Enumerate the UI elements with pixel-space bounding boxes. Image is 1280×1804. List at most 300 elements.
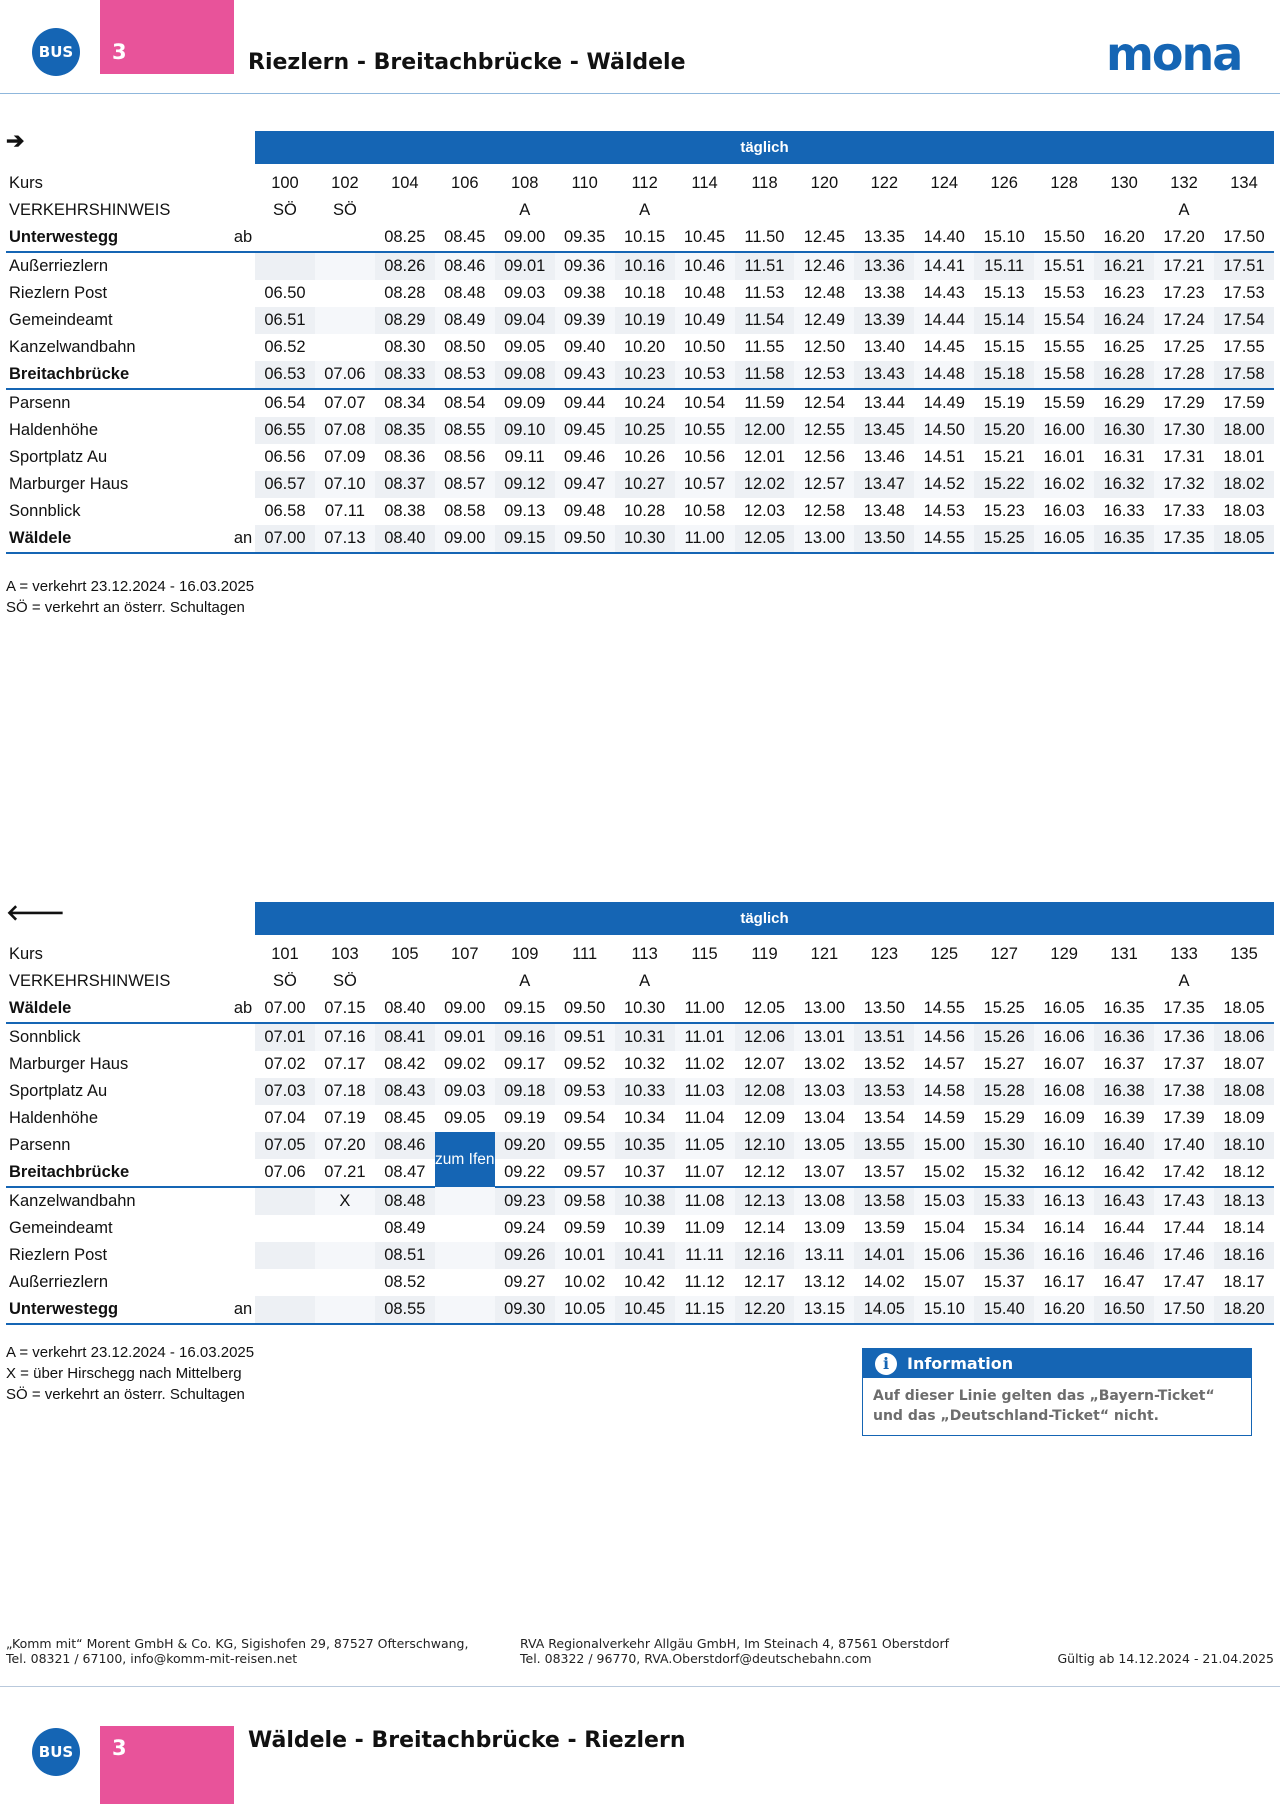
time-cell (435, 1215, 495, 1242)
time-cell: 16.09 (1043, 1109, 1085, 1127)
time-cell: 12.05 (735, 525, 795, 553)
time-cell: 13.43 (854, 361, 914, 389)
time-cell: 08.26 (375, 252, 435, 280)
time-cell: 06.53 (255, 361, 315, 389)
time-cell: 12.46 (794, 252, 854, 280)
stop-suffix (231, 1242, 255, 1269)
time-cell: 08.48 (444, 284, 486, 302)
time-cell: 15.21 (983, 448, 1025, 466)
time-cell (315, 252, 375, 280)
hinweis-cell (1094, 968, 1154, 995)
time-cell: 10.34 (623, 1109, 666, 1127)
kurs-number: 126 (990, 174, 1018, 192)
line-number-box-next: 3 (100, 1726, 234, 1804)
time-cell: 09.40 (564, 338, 606, 356)
time-cell: 15.33 (974, 1187, 1034, 1215)
hinweis-cell (974, 968, 1034, 995)
time-cell: 18.07 (1223, 1055, 1265, 1073)
time-cell: 17.36 (1154, 1023, 1214, 1051)
time-cell: 16.05 (1034, 525, 1094, 553)
time-cell: 09.45 (555, 417, 615, 444)
time-cell (255, 1215, 315, 1242)
time-cell: 10.49 (675, 307, 735, 334)
stop-name: Sportplatz Au (9, 1082, 108, 1100)
time-cell: 15.18 (974, 361, 1034, 389)
time-cell: 13.57 (854, 1159, 914, 1187)
kurs-number: 103 (331, 945, 359, 963)
time-cell: 07.18 (315, 1078, 375, 1105)
time-cell: 14.49 (923, 394, 965, 412)
info-title: Information (907, 1354, 1014, 1373)
line-number-box: 3 (100, 0, 234, 74)
time-cell: 17.29 (1163, 394, 1205, 412)
kurs-number: 106 (451, 174, 479, 192)
time-cell: 11.59 (744, 394, 785, 412)
stop-suffix (231, 1051, 255, 1078)
stop-suffix (231, 1078, 255, 1105)
stop-name: Parsenn (9, 394, 71, 412)
time-cell: 11.00 (675, 995, 735, 1023)
time-cell: 13.39 (854, 307, 914, 334)
time-cell: 10.23 (615, 361, 675, 389)
time-cell: 13.50 (854, 995, 914, 1023)
table-row (6, 280, 1274, 307)
time-cell: 15.19 (983, 394, 1025, 412)
kurs-number: 129 (1050, 945, 1078, 963)
time-cell: 17.23 (1163, 284, 1205, 302)
time-cell: 13.02 (803, 1055, 846, 1073)
time-cell: 13.08 (794, 1187, 854, 1215)
footnote: SÖ = verkehrt an österr. Schultagen (6, 599, 245, 616)
time-cell: 16.00 (1034, 417, 1094, 444)
time-cell: 09.58 (555, 1187, 615, 1215)
time-cell: 09.00 (495, 224, 555, 252)
table-row (6, 1269, 1274, 1296)
time-cell: 15.07 (923, 1273, 965, 1291)
hinweis-cell (1034, 197, 1094, 224)
hinweis-cell (675, 968, 735, 995)
time-cell: 18.12 (1214, 1159, 1274, 1187)
table-row (6, 471, 1274, 498)
time-cell: 18.20 (1214, 1296, 1274, 1324)
stop-suffix (231, 280, 255, 307)
time-cell: 10.18 (623, 284, 666, 302)
time-cell: 15.10 (974, 224, 1034, 252)
time-cell: 09.00 (435, 525, 495, 553)
time-cell: 16.50 (1094, 1296, 1154, 1324)
time-cell: 15.06 (914, 1242, 974, 1269)
hinweis-cell (914, 968, 974, 995)
kurs-number: 114 (691, 174, 718, 192)
route-title-next: Wäldele - Breitachbrücke - Riezlern (248, 1728, 686, 1753)
time-cell: 18.05 (1214, 525, 1274, 553)
time-cell: 13.51 (854, 1023, 914, 1051)
footer-company-1-contact: Tel. 08321 / 67100, info@komm-mit-reisen.net (6, 1651, 298, 1666)
zum-ifen-note: zum Ifen (435, 1132, 495, 1187)
time-cell: 15.59 (1043, 394, 1085, 412)
time-cell: 15.25 (974, 525, 1034, 553)
time-cell: 07.06 (315, 361, 375, 389)
hinweis-cell: A (1178, 201, 1190, 219)
time-cell: 09.38 (564, 284, 606, 302)
time-cell: 11.07 (675, 1159, 735, 1187)
time-cell: 09.51 (555, 1023, 615, 1051)
time-cell: 13.54 (863, 1109, 905, 1127)
time-cell: 14.53 (923, 502, 965, 520)
time-cell: 10.15 (615, 224, 675, 252)
time-cell: 12.13 (735, 1187, 795, 1215)
time-cell: 06.51 (255, 307, 315, 334)
stop-name: Außerriezlern (9, 1273, 109, 1291)
time-cell: 12.58 (803, 502, 846, 520)
hinweis-cell (974, 197, 1034, 224)
time-cell: 10.48 (683, 284, 726, 302)
time-cell: 16.39 (1103, 1109, 1145, 1127)
stop-suffix (231, 1187, 255, 1215)
time-cell (315, 334, 375, 361)
time-cell: 10.20 (623, 338, 666, 356)
time-cell: 10.45 (675, 224, 735, 252)
kurs-number: 131 (1110, 945, 1138, 963)
hinweis-cell: SÖ (332, 972, 357, 990)
time-cell: 12.07 (743, 1055, 786, 1073)
time-cell: 08.42 (384, 1055, 426, 1073)
kurs-number: 108 (510, 174, 539, 192)
stop-suffix (231, 361, 255, 389)
time-cell: 13.03 (794, 1078, 854, 1105)
time-cell: 12.56 (803, 448, 846, 466)
hinweis-cell: SÖ (273, 201, 297, 219)
time-cell: 09.15 (495, 525, 555, 553)
time-cell: 09.20 (495, 1132, 555, 1159)
table-row (6, 1051, 1274, 1078)
stop-suffix (231, 1215, 255, 1242)
stop-suffix (231, 1159, 255, 1187)
time-cell: 08.47 (375, 1159, 435, 1187)
kurs-number: 135 (1230, 945, 1258, 963)
time-cell: 07.01 (255, 1023, 315, 1051)
time-cell: 13.50 (854, 525, 914, 553)
time-cell: 16.42 (1094, 1159, 1154, 1187)
kurs-number: 132 (1170, 174, 1198, 192)
notes-return (6, 1342, 254, 1405)
footer-validity: Gültig ab 14.12.2024 - 21.04.2025 (1057, 1651, 1274, 1666)
time-cell: 10.57 (675, 471, 735, 498)
stop-name: Sonnblick (9, 1028, 81, 1046)
stop-suffix (231, 471, 255, 498)
time-cell: 14.55 (914, 995, 974, 1023)
time-cell: 11.55 (744, 338, 785, 356)
time-cell: 13.58 (854, 1187, 914, 1215)
time-cell: 09.17 (504, 1055, 546, 1073)
stop-suffix (231, 334, 255, 361)
time-cell: 08.58 (444, 502, 486, 520)
time-cell: 13.46 (863, 448, 905, 466)
mona-logo (1106, 34, 1251, 78)
kurs-number: 120 (810, 174, 839, 192)
time-cell: 09.47 (555, 471, 615, 498)
time-cell: 15.58 (1034, 361, 1094, 389)
time-cell: 10.46 (675, 252, 735, 280)
time-cell: 15.28 (974, 1078, 1034, 1105)
time-cell: 10.30 (615, 995, 675, 1023)
hinweis-cell: SÖ (273, 972, 297, 990)
time-cell (315, 1269, 375, 1296)
time-cell: 09.15 (495, 995, 555, 1023)
kurs-number: 107 (451, 945, 479, 963)
bus-badge: BUS (32, 28, 80, 76)
kurs-number: 115 (691, 945, 718, 963)
hinweis-cell (854, 197, 914, 224)
hinweis-label: VERKEHRSHINWEIS (9, 201, 171, 219)
kurs-number: 127 (990, 945, 1018, 963)
route-title: Riezlern - Breitachbrücke - Wäldele (248, 50, 686, 75)
time-cell: 09.59 (564, 1219, 606, 1237)
time-cell: 15.03 (914, 1187, 974, 1215)
table-row (6, 417, 1274, 444)
hinweis-cell: A (519, 201, 531, 219)
time-cell: 18.03 (1223, 502, 1265, 520)
kurs-number: 101 (271, 945, 299, 963)
time-cell: 08.55 (435, 417, 495, 444)
time-cell: 09.54 (564, 1109, 606, 1127)
time-cell: 10.24 (623, 394, 666, 412)
time-cell: 10.35 (615, 1132, 675, 1159)
footer-company-2 (520, 1636, 949, 1666)
time-cell: 10.19 (615, 307, 675, 334)
time-cell: 14.02 (863, 1273, 905, 1291)
hinweis-cell: A (639, 201, 651, 219)
time-cell: 12.00 (735, 417, 795, 444)
kurs-number: 121 (810, 945, 839, 963)
time-cell: 07.02 (264, 1055, 306, 1073)
stop-name: Wäldele (6, 525, 231, 553)
time-cell: 12.48 (803, 284, 846, 302)
time-cell: 10.56 (683, 448, 726, 466)
time-cell: 10.01 (555, 1242, 615, 1269)
time-cell: 17.39 (1163, 1109, 1205, 1127)
time-cell: 06.56 (264, 448, 306, 466)
footer-company-1-address: „Komm mit“ Morent GmbH & Co. KG, Sigishofen 29, 87527 Ofterschwang, (6, 1636, 469, 1651)
time-cell: 13.47 (854, 471, 914, 498)
table-row (6, 361, 1274, 389)
time-cell: 12.08 (735, 1078, 795, 1105)
stop-suffix (231, 498, 255, 525)
table-row (6, 224, 1274, 252)
time-cell: 16.35 (1094, 525, 1154, 553)
time-cell: 15.37 (983, 1273, 1025, 1291)
time-cell: 18.09 (1223, 1109, 1265, 1127)
time-cell: 14.59 (923, 1109, 965, 1127)
time-cell: 13.04 (803, 1109, 846, 1127)
hinweis-cell (735, 197, 795, 224)
time-cell: 17.28 (1154, 361, 1214, 389)
hinweis-cell (435, 197, 495, 224)
time-cell: 17.38 (1154, 1078, 1214, 1105)
time-cell: 08.43 (375, 1078, 435, 1105)
stop-name: Riezlern Post (9, 1246, 108, 1264)
hinweis-cell (375, 197, 435, 224)
table-row (6, 1132, 1274, 1159)
time-cell: 17.47 (1163, 1273, 1205, 1291)
time-cell: 13.48 (863, 502, 905, 520)
time-cell: 08.40 (375, 995, 435, 1023)
table-row (6, 1078, 1274, 1105)
time-cell: 16.33 (1103, 502, 1145, 520)
hinweis-cell (1214, 968, 1274, 995)
time-cell: 06.55 (255, 417, 315, 444)
time-cell: 14.01 (854, 1242, 914, 1269)
footnote: SÖ = verkehrt an österr. Schultagen (6, 1386, 245, 1403)
stop-name: Gemeindeamt (9, 1219, 113, 1237)
time-cell: 08.57 (435, 471, 495, 498)
time-cell: 10.25 (615, 417, 675, 444)
time-cell: 15.14 (974, 307, 1034, 334)
time-cell: 10.41 (615, 1242, 675, 1269)
time-cell: 17.46 (1154, 1242, 1214, 1269)
kurs-number: 104 (391, 174, 419, 192)
time-cell: 16.47 (1103, 1273, 1145, 1291)
stop-name: Unterwestegg (6, 1296, 231, 1324)
stop-name: Kanzelwandbahn (9, 1192, 136, 1210)
footnote: A = verkehrt 23.12.2024 - 16.03.2025 (6, 578, 255, 595)
kurs-number: 133 (1170, 945, 1198, 963)
time-cell: 07.10 (315, 471, 375, 498)
hinweis-cell (555, 197, 615, 224)
stop-name: Sonnblick (9, 502, 81, 520)
time-cell: 09.46 (564, 448, 606, 466)
table-row (6, 1242, 1274, 1269)
time-cell: 11.15 (675, 1296, 735, 1324)
kurs-number: 113 (631, 945, 658, 963)
time-cell: 12.17 (743, 1273, 786, 1291)
time-cell: 11.09 (684, 1219, 725, 1237)
time-cell: 14.52 (914, 471, 974, 498)
time-cell: 12.20 (735, 1296, 795, 1324)
time-cell (435, 1242, 495, 1269)
time-cell: 08.52 (384, 1273, 426, 1291)
time-cell (255, 224, 315, 252)
table-row (6, 1023, 1274, 1051)
time-cell: 08.40 (375, 525, 435, 553)
time-cell: 12.53 (794, 361, 854, 389)
time-cell: 09.55 (555, 1132, 615, 1159)
time-cell: 12.55 (794, 417, 854, 444)
time-cell: 09.48 (564, 502, 606, 520)
time-cell: 09.43 (555, 361, 615, 389)
stop-suffix (231, 1132, 255, 1159)
time-cell: 09.35 (555, 224, 615, 252)
time-cell: 18.01 (1223, 448, 1265, 466)
time-cell: 12.10 (735, 1132, 795, 1159)
time-cell: 16.40 (1094, 1132, 1154, 1159)
stop-suffix: ab (231, 224, 255, 252)
time-cell: 11.03 (675, 1078, 735, 1105)
time-cell: 09.12 (495, 471, 555, 498)
time-cell: 10.42 (623, 1273, 666, 1291)
hinweis-cell: A (1178, 972, 1190, 990)
hinweis-cell (1034, 968, 1094, 995)
kurs-number: 118 (751, 174, 778, 192)
time-cell: 17.53 (1223, 284, 1265, 302)
time-cell: 11.02 (684, 1055, 725, 1073)
time-cell: 16.29 (1103, 394, 1145, 412)
time-cell: 09.05 (444, 1109, 486, 1127)
time-cell: 14.50 (914, 417, 974, 444)
time-cell: 12.12 (735, 1159, 795, 1187)
header-divider (0, 93, 1280, 94)
info-box (862, 1348, 1252, 1436)
time-cell: 08.55 (375, 1296, 435, 1324)
time-cell: 15.13 (983, 284, 1025, 302)
time-cell (435, 1296, 495, 1324)
time-cell: 16.16 (1034, 1242, 1094, 1269)
hinweis-label: VERKEHRSHINWEIS (9, 972, 171, 990)
arrow-right-icon: ➔ (6, 128, 25, 153)
time-cell: 17.54 (1214, 307, 1274, 334)
table-row (6, 1105, 1274, 1132)
time-cell: 16.36 (1094, 1023, 1154, 1051)
time-cell: 11.04 (684, 1109, 725, 1127)
footer-company-2-address: RVA Regionalverkehr Allgäu GmbH, Im Steinach 4, 87561 Oberstdorf (520, 1636, 950, 1651)
time-cell: 13.07 (794, 1159, 854, 1187)
time-cell: 15.50 (1034, 224, 1094, 252)
time-cell: 08.36 (384, 448, 426, 466)
time-cell (435, 1187, 495, 1215)
time-cell: 13.40 (863, 338, 905, 356)
time-cell: 07.03 (255, 1078, 315, 1105)
time-cell: 07.08 (315, 417, 375, 444)
time-cell: 12.57 (794, 471, 854, 498)
time-cell: 16.23 (1103, 284, 1145, 302)
time-cell: 16.21 (1094, 252, 1154, 280)
time-cell: 09.08 (495, 361, 555, 389)
time-cell: 10.32 (623, 1055, 666, 1073)
time-cell: 12.45 (794, 224, 854, 252)
time-cell: 18.14 (1223, 1219, 1265, 1237)
kurs-label: Kurs (9, 945, 43, 963)
stop-name: Riezlern Post (9, 284, 108, 302)
time-cell: 17.51 (1214, 252, 1274, 280)
time-cell: 13.15 (794, 1296, 854, 1324)
time-cell: 15.36 (974, 1242, 1034, 1269)
time-cell: 09.18 (495, 1078, 555, 1105)
time-cell: 08.48 (375, 1187, 435, 1215)
time-cell: 13.11 (794, 1242, 854, 1269)
kurs-number: 109 (510, 945, 539, 963)
hinweis-cell (675, 197, 735, 224)
time-cell (315, 1242, 375, 1269)
time-cell: 06.57 (255, 471, 315, 498)
time-cell: 11.08 (675, 1187, 735, 1215)
timetable-outbound (6, 131, 1274, 554)
hinweis-cell (1214, 197, 1274, 224)
time-cell: 07.05 (255, 1132, 315, 1159)
time-cell: 14.40 (914, 224, 974, 252)
time-cell: 18.02 (1214, 471, 1274, 498)
kurs-number: 110 (571, 174, 598, 192)
time-cell: 14.05 (854, 1296, 914, 1324)
time-cell: 15.26 (974, 1023, 1034, 1051)
time-cell: 06.58 (264, 502, 306, 520)
time-cell: 14.58 (914, 1078, 974, 1105)
time-cell: 07.21 (315, 1159, 375, 1187)
time-cell: 15.30 (974, 1132, 1034, 1159)
time-cell: 15.40 (974, 1296, 1034, 1324)
time-cell: 07.17 (324, 1055, 366, 1073)
time-cell: 10.58 (683, 502, 726, 520)
time-cell (255, 1296, 315, 1324)
